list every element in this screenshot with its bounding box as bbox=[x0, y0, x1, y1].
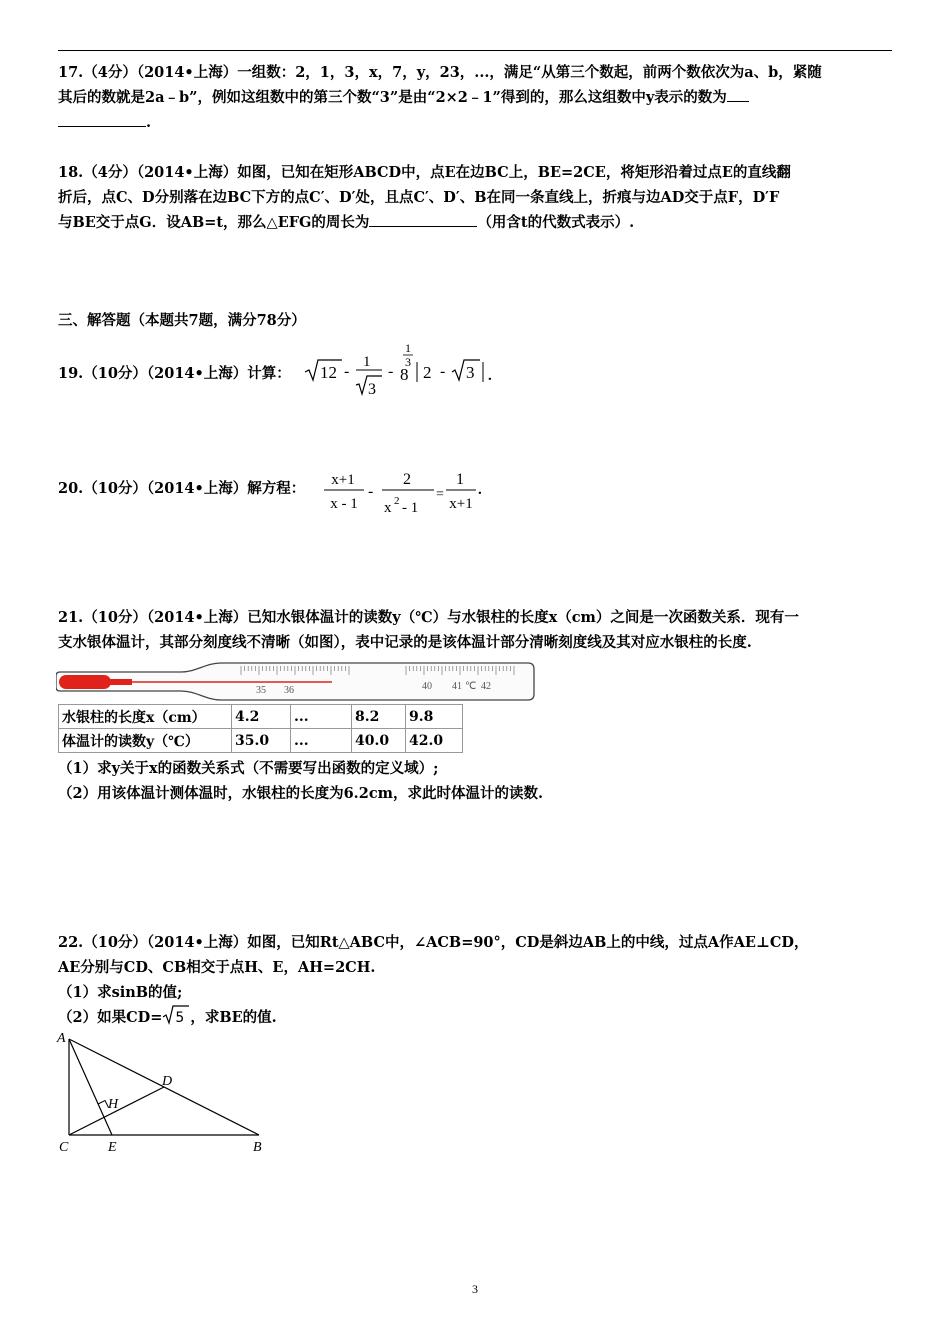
q19-frac-num: 1 bbox=[363, 354, 371, 370]
table-cell: 40.0 bbox=[352, 729, 406, 753]
table-cell: 42.0 bbox=[406, 729, 463, 753]
q19-abs-a: 2 bbox=[423, 363, 432, 382]
q20-f2-den-base: x bbox=[384, 500, 392, 516]
q20-f2-num: 2 bbox=[403, 471, 411, 488]
q17-answer-blank bbox=[727, 85, 749, 102]
q22-triangle-figure bbox=[56, 1030, 276, 1158]
label-e: E bbox=[108, 1140, 117, 1155]
q19-exp-den: 3 bbox=[405, 355, 411, 369]
q20-eq: = bbox=[436, 487, 444, 502]
q19-abs-minus: - bbox=[440, 363, 446, 380]
table-cell: 9.8 bbox=[406, 705, 463, 729]
table-cell: 4.2 bbox=[232, 705, 291, 729]
table-cell: 水银柱的长度x（cm） bbox=[59, 705, 232, 729]
thermo-label-unit: ℃ bbox=[465, 681, 477, 692]
q18-line2: 折后，点C、D分别落在边BC下方的点C′、D′处，且点C′、D′、B在同一条直线上，折痕与边AD交于点F，D′F bbox=[58, 189, 780, 206]
q17-tail: . bbox=[146, 114, 152, 131]
q21-part2: （2）用该体温计测体温时，水银柱的长度为6.2cm，求此时体温计的读数. bbox=[58, 785, 544, 802]
q18-line3a: 与BE交于点G．设AB=t，那么△EFG的周长为 bbox=[58, 214, 370, 231]
table-cell: 体温计的读数y（℃） bbox=[59, 729, 232, 753]
q20-f2-den-tail: - 1 bbox=[402, 500, 419, 516]
table-cell: 35.0 bbox=[232, 729, 291, 753]
q19-exp-num: 1 bbox=[405, 341, 411, 355]
thermo-label-36: 36 bbox=[284, 685, 294, 696]
mercury-neck bbox=[106, 679, 132, 685]
q19-rad2: 3 bbox=[368, 381, 376, 398]
q18-answer-blank bbox=[369, 210, 477, 227]
thermometer-figure bbox=[56, 660, 538, 702]
q21-line1: 21.（10分）（2014•上海）已知水银体温计的读数y（℃）与水银柱的长度x（cm）之间是一次函数关系．现有一 bbox=[58, 609, 799, 626]
q20-prefix: 20.（10分）（2014•上海）解方程： bbox=[58, 480, 306, 497]
label-b: B bbox=[253, 1140, 262, 1155]
q18-line1: 18.（4分）（2014•上海）如图，已知在矩形ABCD中，点E在边BC上，BE=2CE，将矩形沿着过点E的直线翻 bbox=[58, 164, 791, 181]
q20-minus: - bbox=[368, 483, 374, 500]
q19-minus: - bbox=[344, 363, 350, 380]
mercury-bulb bbox=[59, 675, 111, 689]
q19-expression bbox=[302, 340, 502, 402]
q22-part2-b: ，求BE的值. bbox=[190, 1009, 277, 1026]
table-row bbox=[59, 705, 463, 729]
q19-end: . bbox=[488, 368, 492, 384]
q20-expression bbox=[322, 466, 488, 520]
thermo-label-41: 41 bbox=[452, 681, 462, 692]
label-h: H bbox=[108, 1097, 119, 1112]
q17-line1: 17.（4分）（2014•上海）一组数：2，1，3，x，7，y，23，...，满足“从第三个数起，前两个数依次为a、b，紧随 bbox=[58, 64, 822, 81]
page-number: 3 bbox=[472, 1282, 478, 1296]
q19-prefix: 19.（10分）（2014•上海）计算： bbox=[58, 365, 291, 382]
q17-line3 bbox=[58, 110, 892, 135]
label-d: D bbox=[162, 1074, 173, 1089]
table-cell: ... bbox=[291, 729, 352, 753]
q21-part1: （1）求y关于x的函数关系式（不需要写出函数的定义域）; bbox=[58, 760, 439, 777]
q22-line2: AE分别与CD、CB相交于点H、E，AH=2CH. bbox=[58, 959, 376, 976]
table-cell: ... bbox=[291, 705, 352, 729]
q22-part1: （1）求sinB的值; bbox=[58, 984, 183, 1001]
q22-part2-a: （2）如果CD= bbox=[58, 1009, 163, 1026]
q22-part2-rad: 5 bbox=[175, 1010, 185, 1026]
label-a: A bbox=[57, 1031, 66, 1046]
q21-data-table bbox=[58, 704, 463, 753]
q22-part2 bbox=[58, 1005, 892, 1030]
q22-line1: 22.（10分）（2014•上海）如图，已知Rt△ABC中，∠ACB=90°，CD是斜边AB上的中线，过点A作AE⊥CD， bbox=[58, 934, 809, 951]
q18-line3 bbox=[58, 210, 892, 235]
q18-line3b: （用含t的代数式表示）. bbox=[477, 214, 635, 231]
q20-f1-den: x - 1 bbox=[330, 496, 358, 512]
label-c: C bbox=[59, 1140, 69, 1155]
q20-f1-num: x+1 bbox=[331, 472, 355, 488]
q20-f3-num: 1 bbox=[456, 471, 464, 488]
thermo-label-35: 35 bbox=[256, 685, 266, 696]
q17-line2-text: 其后的数就是2a﹣b”，例如这组数中的第三个数“3”是由“2×2﹣1”得到的，那么这组数中y表示的数为 bbox=[58, 89, 727, 106]
q17-answer-blank-2 bbox=[58, 110, 146, 127]
q20-f3-den: x+1 bbox=[449, 496, 473, 512]
section3-title: 三、解答题（本题共7题，满分78分） bbox=[58, 312, 306, 329]
q19-minus-2: - bbox=[388, 363, 394, 380]
q17-line2 bbox=[58, 85, 892, 110]
q19-rad3: 3 bbox=[466, 363, 475, 382]
table-row bbox=[59, 729, 463, 753]
table-cell: 8.2 bbox=[352, 705, 406, 729]
segment-ae bbox=[69, 1039, 112, 1135]
q20-end: . bbox=[478, 482, 482, 498]
q20-f2-den-exp: 2 bbox=[394, 495, 400, 507]
sqrt5 bbox=[162, 1005, 190, 1025]
top-rule bbox=[58, 50, 892, 51]
q19-rad1: 12 bbox=[320, 363, 337, 382]
thermo-label-40: 40 bbox=[422, 681, 432, 692]
q21-line2: 支水银体温计，其部分刻度线不清晰（如图），表中记录的是该体温计部分清晰刻度线及其对应水银柱的长度. bbox=[58, 634, 752, 651]
thermo-label-42: 42 bbox=[481, 681, 491, 692]
q19-base: 8 bbox=[400, 365, 409, 384]
